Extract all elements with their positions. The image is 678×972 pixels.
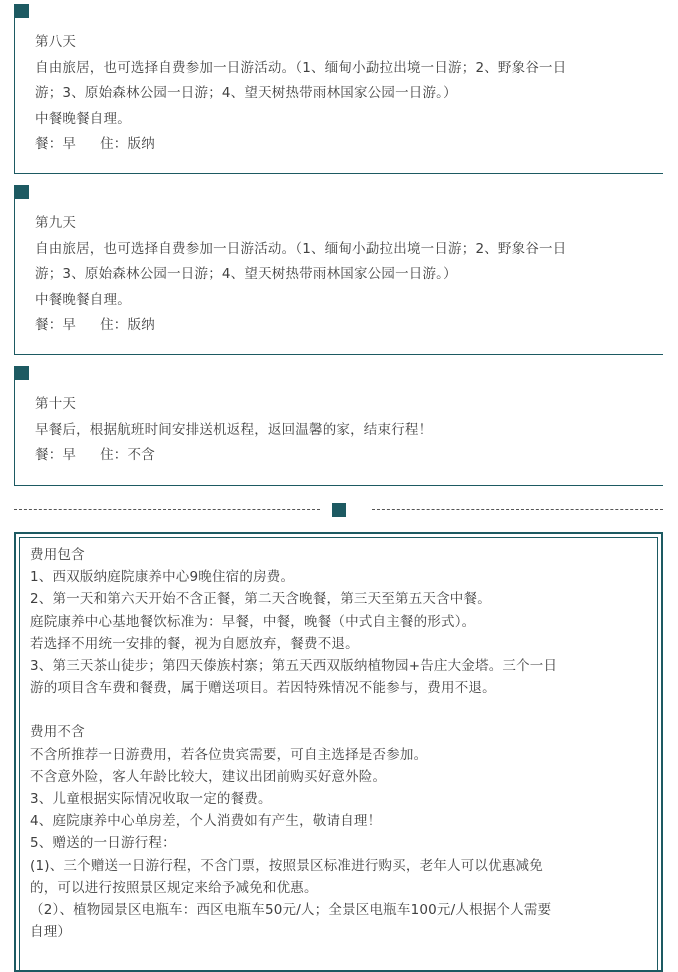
meal-stay-line [35, 443, 653, 469]
fees-excluded-line: 的，可以进行按照景区规定来给予减免和优惠。 [30, 879, 318, 896]
stay-label: 住：不含 [100, 447, 155, 463]
fees-included-line: 庭院康养中心基地餐饮标准为：早餐，中餐，晚餐（中式自主餐的形式）。 [30, 613, 476, 630]
day-text-line: 中餐晚餐自理。 [35, 291, 131, 308]
fees-included-line: 2、第一天和第六天开始不含正餐，第二天含晚餐，第三天至第五天含中餐。 [30, 591, 491, 608]
day-text-line: 自由旅居，也可选择自费参加一日游活动。（1、缅甸小勐拉出境一日游；2、野象谷一日 [35, 59, 567, 76]
meal-stay-line [35, 132, 653, 158]
day-title: 第八天 [35, 34, 77, 50]
fees-excluded-line: 5、赠送的一日游行程： [30, 835, 176, 852]
divider-dashed-line-right [372, 509, 663, 510]
day-text-line: 中餐晚餐自理。 [35, 110, 131, 127]
meal-label: 餐：早 [35, 447, 77, 463]
day-content [35, 392, 653, 469]
day-card-10 [14, 366, 663, 486]
fees-included-title: 费用包含 [30, 547, 85, 563]
day-content [35, 211, 653, 339]
fees-included-line: 1、西双版纳庭院康养中心9晚住宿的房费。 [30, 569, 295, 586]
day-card-8 [14, 4, 663, 174]
day-text-line: 早餐后，根据航班时间安排送机返程，返回温馨的家，结束行程！ [35, 421, 433, 438]
fees-excluded-title: 费用不含 [30, 724, 85, 741]
day-content [35, 30, 653, 158]
meal-label: 餐：早 [35, 136, 77, 152]
meal-label: 餐：早 [35, 317, 77, 333]
section-marker-square [15, 366, 29, 380]
day-title: 第十天 [35, 396, 77, 412]
section-marker-square [15, 185, 29, 199]
fees-excluded-line: 4、庭院康养中心单房差，个人消费如有产生，敬请自理！ [30, 813, 382, 830]
fees-included-line: 3、第三天茶山徒步；第四天傣族村寨；第五天西双版纳植物园+告庄大金塔。三个一日 [30, 658, 558, 675]
divider-square-icon [332, 503, 346, 517]
fees-excluded-line: 自理） [30, 924, 72, 941]
section-marker-square [15, 4, 29, 18]
meal-stay-line [35, 313, 653, 339]
fees-excluded-line: (1)、三个赠送一日游行程，不含门票，按照景区标准进行购买，老年人可以优惠减免 [30, 857, 543, 874]
fees-included-line: 若选择不用统一安排的餐，视为自愿放弃，餐费不退。 [30, 635, 359, 652]
fees-excluded-line: （2）、植物园景区电瓶车：西区电瓶车50元/人；全景区电瓶车100元/人根据个人需要 [30, 902, 552, 919]
stay-label: 住：版纳 [100, 136, 155, 152]
day-card-9 [14, 185, 663, 355]
divider-dashed-line-left [14, 509, 320, 510]
fees-content [30, 544, 653, 943]
blank-spacer [30, 699, 653, 721]
day-text-line: 游；3、原始森林公园一日游；4、望天树热带雨林国家公园一日游。） [35, 85, 457, 101]
stay-label: 住：版纳 [100, 317, 155, 333]
fees-excluded-line: 不含所推荐一日游费用，若各位贵宾需要，可自主选择是否参加。 [30, 746, 428, 763]
day-title: 第九天 [35, 215, 77, 231]
fees-box [14, 532, 663, 972]
fees-excluded-line: 不含意外险，客人年龄比较大，建议出团前购买好意外险。 [30, 768, 387, 785]
section-divider [14, 503, 663, 517]
day-text-line: 自由旅居，也可选择自费参加一日游活动。（1、缅甸小勐拉出境一日游；2、野象谷一日 [35, 240, 567, 257]
day-text-line: 游；3、原始森林公园一日游；4、望天树热带雨林国家公园一日游。） [35, 266, 457, 282]
fees-excluded-line: 3、儿童根据实际情况收取一定的餐费。 [30, 791, 272, 808]
fees-included-line: 游的项目含车费和餐费，属于赠送项目。若因特殊情况不能参与，费用不退。 [30, 680, 496, 697]
